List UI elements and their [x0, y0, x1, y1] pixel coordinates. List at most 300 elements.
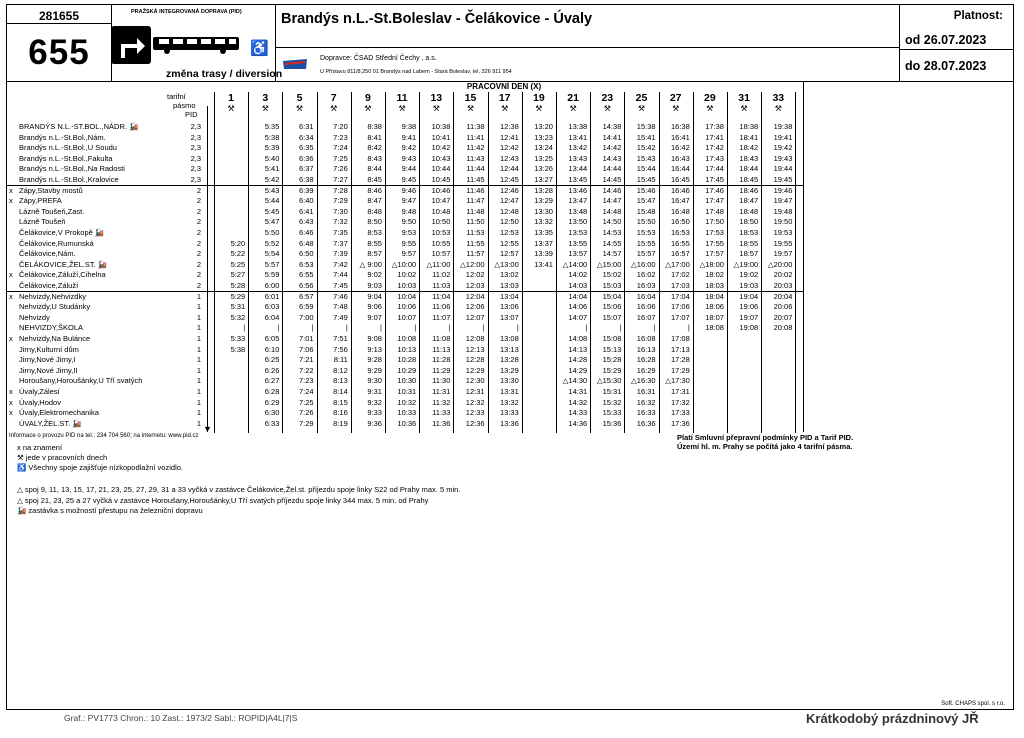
- stop-zone: 1: [196, 312, 201, 322]
- departure-time: 5:50: [264, 228, 280, 237]
- departure-time: 14:29: [568, 365, 588, 375]
- departure-time: 5:47: [264, 217, 280, 227]
- departure-time: 19:08: [739, 323, 759, 333]
- departure-time: 13:20: [534, 122, 553, 131]
- departure-time: 19:03: [739, 281, 759, 290]
- stop-name: Brandýs n.L.-St.Bol.,U Soudu: [19, 143, 117, 153]
- departure-time: 15:13: [602, 344, 622, 354]
- stop-name: Čelákovice,Záluží: [19, 281, 79, 290]
- departure-time: 6:57: [298, 291, 314, 301]
- departure-time: 16:41: [671, 132, 690, 142]
- departure-time: 5:32: [230, 312, 246, 322]
- departure-time: 14:36: [568, 418, 588, 428]
- departure-time: 10:03: [397, 281, 417, 290]
- departure-time: 16:45: [671, 175, 690, 184]
- departure-time: 16:02: [636, 270, 656, 280]
- departure-time: 16:08: [636, 334, 656, 343]
- departure-time: 18:06: [705, 302, 724, 312]
- trip-number: 19: [533, 92, 545, 104]
- on-request-marker: x: [9, 334, 13, 343]
- departure-time: 13:31: [500, 387, 519, 396]
- departure-time: 14:47: [602, 196, 622, 206]
- departure-time: 9:46: [401, 185, 417, 195]
- departure-time: 7:45: [333, 281, 348, 290]
- departure-time: 6:38: [298, 175, 314, 184]
- departure-time: 5:27: [230, 270, 246, 280]
- departure-time: 10:31: [397, 387, 417, 396]
- on-request-marker: x: [9, 270, 13, 280]
- departure-time: 19:47: [773, 196, 793, 206]
- departure-time: 13:24: [534, 143, 553, 153]
- departure-time: 9:07: [367, 312, 382, 322]
- departure-time: 5:54: [264, 249, 280, 259]
- departure-time: △16:00: [631, 259, 656, 269]
- departure-time: 5:35: [264, 122, 280, 131]
- departure-time: 18:07: [705, 312, 724, 322]
- stop-zone: 2,3: [190, 153, 201, 163]
- departure-time: 12:43: [500, 153, 519, 163]
- departure-time: 17:53: [705, 228, 724, 237]
- departure-time: 12:41: [500, 132, 519, 142]
- departure-time: △14:00: [562, 259, 588, 269]
- departure-time: 16:31: [636, 387, 656, 396]
- departure-time: 17:03: [671, 281, 690, 290]
- departure-time: 10:32: [397, 397, 417, 407]
- departure-time: 20:08: [773, 323, 793, 333]
- departure-time: 19:06: [739, 302, 759, 312]
- departure-time: 7:44: [333, 270, 348, 280]
- departure-time: 14:38: [602, 122, 622, 131]
- departure-time: 13:39: [534, 249, 553, 259]
- departure-time: 7:25: [298, 397, 314, 407]
- departure-time: 11:46: [466, 185, 485, 195]
- departure-time: 17:29: [671, 365, 690, 375]
- departure-time: 7:01: [298, 334, 314, 343]
- trip-number: 13: [430, 92, 443, 104]
- departure-time: 7:42: [333, 259, 348, 269]
- trip-number: 11: [396, 92, 408, 104]
- departure-time: 10:53: [431, 228, 451, 237]
- departure-time: 17:55: [705, 238, 724, 248]
- weekday-symbol: ⚒: [740, 104, 748, 113]
- departure-time: 6:31: [298, 122, 314, 131]
- departure-time: 14:03: [568, 281, 588, 290]
- footer-meta: Graf.: PV1773 Chron.: 10 Zast.: 1973/2 Sabl.: ROPID|A4L|7|S: [64, 713, 298, 723]
- departure-time: 19:50: [773, 217, 793, 227]
- section-divider: [7, 291, 803, 292]
- departure-time: 6:29: [264, 397, 280, 407]
- departure-time: 13:36: [500, 418, 519, 428]
- stop-name: Zápy,Stavby mostů: [19, 185, 83, 195]
- departure-time: 14:02: [568, 270, 588, 280]
- departure-time: 14:32: [568, 397, 588, 407]
- departure-time: |: [380, 323, 382, 333]
- departure-time: 6:37: [298, 164, 314, 174]
- departure-time: 11:32: [432, 397, 451, 407]
- departure-time: 5:33: [230, 334, 246, 343]
- departure-time: 16:06: [636, 302, 656, 312]
- departure-time: △11:00: [426, 259, 451, 269]
- departure-time: 13:32: [534, 217, 553, 227]
- departure-time: 5:28: [230, 281, 246, 290]
- departure-time: 18:08: [705, 323, 724, 333]
- departure-time: 8:44: [367, 164, 382, 174]
- departure-time: 12:44: [500, 164, 519, 174]
- departure-time: 13:03: [500, 281, 519, 290]
- departure-time: 18:02: [705, 270, 724, 280]
- departure-time: 12:13: [465, 344, 485, 354]
- carrier-name: Dopravce: ČSAD Střední Čechy , a.s.: [320, 55, 437, 62]
- departure-time: 16:33: [636, 408, 656, 418]
- carrier-logo-icon: [282, 57, 308, 71]
- departure-time: 12:02: [465, 270, 485, 280]
- stop-zone: 1: [196, 302, 201, 312]
- departure-time: 14:07: [568, 312, 588, 322]
- departure-time: 9:57: [401, 249, 417, 259]
- departure-time: 11:38: [466, 122, 485, 131]
- departure-time: 9:30: [367, 376, 382, 386]
- departure-time: 11:03: [432, 281, 451, 290]
- stop-zone: 1: [196, 418, 201, 428]
- weekday-symbol: ⚒: [295, 104, 304, 113]
- departure-time: 7:23: [298, 376, 314, 386]
- departure-time: 9:41: [401, 132, 417, 142]
- on-request-marker: x: [9, 408, 13, 418]
- trip-number: 29: [704, 92, 716, 104]
- departure-time: 9:55: [401, 238, 417, 248]
- departure-time: 19:55: [773, 238, 793, 248]
- departure-time: 15:31: [602, 387, 622, 396]
- departure-time: 13:57: [568, 249, 588, 259]
- departure-time: 9:44: [401, 164, 417, 174]
- departure-time: △18:00: [699, 259, 724, 269]
- on-request-marker: x: [9, 185, 13, 195]
- departure-time: 15:08: [602, 334, 622, 343]
- departure-time: △14:30: [562, 376, 588, 386]
- departure-time: 13:28: [534, 185, 553, 195]
- label-tariff: tarifní: [167, 92, 186, 101]
- trip-number: 7: [330, 92, 337, 104]
- trip-number: 25: [635, 92, 648, 104]
- departure-time: 6:36: [298, 153, 314, 163]
- departure-time: 8:38: [367, 122, 382, 131]
- departure-time: |: [448, 323, 451, 333]
- stop-name: Lázně Toušeň: [19, 217, 66, 227]
- departure-time: 16:29: [636, 365, 656, 375]
- departure-time: 17:57: [705, 249, 724, 259]
- stop-name: Jirny,Nové Jirny,I: [19, 355, 76, 365]
- label-zone: pásmo: [173, 101, 196, 110]
- departure-time: 10:02: [397, 270, 417, 280]
- departure-time: 11:48: [466, 206, 485, 216]
- stop-name: Horoušany,Horoušánky,U Tří svatých: [19, 376, 143, 386]
- departure-time: 17:13: [671, 344, 690, 354]
- departure-time: 6:39: [298, 185, 314, 195]
- stop-zone: 2,3: [190, 122, 201, 131]
- departure-time: 16:38: [671, 122, 690, 131]
- departure-time: 10:38: [431, 122, 451, 131]
- stop-name: Jirny,Nové Jirny,II: [19, 365, 78, 375]
- departure-time: 18:41: [739, 132, 759, 142]
- stop-zone: 1: [196, 376, 201, 386]
- departure-time: 15:45: [636, 175, 656, 184]
- stop-zone: 2: [196, 217, 201, 227]
- departure-time: 13:46: [568, 185, 588, 195]
- trip-number: 17: [498, 92, 511, 104]
- stop-zone: 1: [196, 397, 201, 407]
- departure-time: 19:42: [773, 143, 793, 153]
- departure-time: 8:50: [367, 217, 382, 227]
- departure-time: 14:43: [602, 153, 622, 163]
- departure-time: 5:22: [230, 249, 246, 259]
- departure-time: 19:07: [739, 312, 759, 322]
- departure-time: 17:36: [671, 418, 690, 428]
- departure-time: 17:08: [671, 334, 690, 343]
- departure-time: 9:53: [401, 228, 417, 237]
- departure-time: 13:42: [568, 143, 588, 153]
- trip-number: 27: [669, 92, 682, 104]
- departure-time: 5:38: [230, 344, 246, 354]
- weekday-symbol: ⚒: [466, 104, 475, 113]
- departure-time: 9:45: [401, 175, 417, 184]
- departure-time: 14:33: [568, 408, 588, 418]
- departure-time: △ 9:00: [359, 259, 382, 269]
- departure-time: 10:57: [431, 249, 451, 259]
- weekday-symbol: ⚒: [261, 104, 269, 113]
- departure-time: 8:55: [367, 238, 382, 248]
- operator-small: PRAŽSKÁ INTEGROVANÁ DOPRAVA (PID): [131, 9, 242, 15]
- departure-time: 5:39: [264, 143, 280, 153]
- departure-time: 9:04: [367, 291, 382, 301]
- departure-time: 10:46: [431, 185, 451, 195]
- trip-number: 9: [364, 92, 371, 104]
- departure-time: 16:42: [671, 143, 690, 153]
- departure-time: 17:38: [705, 122, 724, 131]
- departure-time: 17:06: [671, 302, 690, 312]
- departure-time: 15:04: [602, 291, 622, 301]
- departure-time: 6:27: [264, 376, 280, 386]
- departure-time: 8:15: [333, 397, 348, 407]
- departure-time: 14:44: [602, 164, 622, 174]
- departure-time: △17:30: [665, 376, 690, 386]
- departure-time: 16:53: [671, 228, 690, 237]
- departure-time: 9:29: [367, 365, 382, 375]
- departure-time: 9:47: [401, 196, 417, 206]
- departure-time: 10:55: [431, 238, 451, 248]
- departure-time: |: [311, 323, 314, 333]
- departure-time: 11:36: [432, 418, 451, 428]
- departure-time: 11:47: [466, 196, 485, 206]
- departure-time: 18:44: [739, 164, 759, 174]
- departure-time: 17:46: [705, 185, 724, 195]
- departure-time: 9:31: [367, 387, 382, 396]
- departure-time: 6:55: [298, 270, 314, 280]
- departure-time: 8:48: [367, 206, 382, 216]
- departure-time: 10:29: [397, 365, 417, 375]
- stop-zone: 1: [196, 334, 201, 343]
- departure-time: 5:40: [264, 153, 280, 163]
- departure-time: 16:46: [671, 185, 690, 195]
- legend-low-floor: ♿ Všechny spoje zajišťuje nízkopodlažní vozidlo.: [17, 463, 183, 472]
- departure-time: 9:36: [367, 418, 382, 428]
- departure-time: 8:45: [367, 175, 382, 184]
- stop-zone: 2: [196, 196, 201, 206]
- departure-time: 10:48: [431, 206, 451, 216]
- departure-time: |: [687, 323, 690, 333]
- departure-time: 19:38: [773, 122, 793, 131]
- departure-time: 10:07: [397, 312, 417, 322]
- departure-time: 15:44: [636, 164, 656, 174]
- valid-to: do 28.07.2023: [905, 59, 987, 73]
- carrier-address: U Přístavu 811/8,250 01 Brandýs nad Labem - Stará Boleslav, tel. 326 911 954: [320, 69, 512, 75]
- departure-time: 5:42: [264, 175, 280, 184]
- departure-time: 12:29: [465, 365, 485, 375]
- trip-number: 23: [601, 92, 614, 104]
- departure-time: 6:00: [264, 281, 280, 290]
- departure-time: 12:46: [500, 185, 519, 195]
- stop-name: Jirny,Kulturní dům: [19, 344, 79, 354]
- id-box: [7, 5, 112, 81]
- departure-time: 20:06: [773, 302, 793, 312]
- departure-time: 19:41: [773, 132, 793, 142]
- departure-time: 8:57: [367, 249, 382, 259]
- departure-time: 13:27: [534, 175, 553, 184]
- on-request-marker: x: [9, 387, 13, 396]
- departure-time: 7:48: [333, 302, 348, 312]
- departure-time: 17:33: [671, 408, 690, 418]
- departure-time: 11:50: [466, 217, 485, 227]
- departure-time: 10:36: [397, 418, 417, 428]
- departure-time: 7:35: [333, 228, 348, 237]
- departure-time: 7:27: [333, 175, 348, 184]
- departure-time: △16:30: [631, 376, 656, 386]
- departure-time: 8:13: [333, 376, 348, 386]
- departure-time: 7:23: [333, 132, 348, 142]
- stop-name: Nehvizdy,U Studánky: [19, 302, 91, 312]
- down-arrow-icon: ▼: [203, 424, 212, 434]
- validity-label: Platnost:: [953, 10, 1003, 22]
- departure-time: 10:06: [397, 302, 417, 312]
- departure-time: 6:28: [264, 387, 280, 396]
- departure-time: 8:46: [367, 185, 382, 195]
- timetable-id: 281655: [38, 9, 80, 23]
- departure-time: 17:45: [705, 175, 724, 184]
- departure-time: 16:13: [636, 344, 656, 354]
- weekday-symbol: ⚒: [501, 104, 509, 113]
- stop-zone: 1: [196, 344, 201, 354]
- departure-time: 6:01: [264, 291, 280, 301]
- stop-zone: 2: [196, 270, 201, 280]
- departure-time: 7:22: [298, 365, 314, 375]
- departure-time: 13:08: [500, 334, 519, 343]
- departure-time: 18:48: [739, 206, 759, 216]
- departure-time: 15:02: [602, 270, 622, 280]
- departure-time: 12:53: [500, 228, 519, 237]
- prague-zones-note: Území hl. m. Prahy se počítá jako 4 tarifní pásma.: [677, 442, 853, 451]
- weekday-symbol: ⚒: [569, 104, 577, 113]
- departure-time: 13:41: [568, 132, 588, 142]
- departure-time: 7:49: [333, 312, 348, 322]
- departure-time: 15:53: [636, 228, 656, 237]
- departure-time: 13:26: [534, 164, 553, 174]
- departure-time: 12:06: [465, 302, 485, 312]
- departure-time: 16:32: [636, 397, 656, 407]
- departure-time: 11:07: [432, 312, 451, 322]
- departure-time: 13:28: [500, 355, 519, 365]
- weekday-symbol: ⚒: [603, 104, 611, 113]
- departure-time: 8:47: [367, 196, 382, 206]
- stop-zone: 2: [196, 281, 201, 290]
- departure-time: 5:45: [264, 206, 280, 216]
- departure-time: 10:33: [397, 408, 417, 418]
- departure-time: 8:14: [333, 387, 348, 396]
- departure-time: 13:30: [534, 206, 553, 216]
- departure-time: 10:08: [397, 334, 417, 343]
- note-train-transfer: 🚂 zastávka s možností přestupu na železniční dopravu: [17, 506, 203, 515]
- departure-time: 7:26: [298, 408, 314, 418]
- stop-name: Čelákovice,Rumunská: [19, 238, 94, 248]
- departure-time: 9:42: [401, 143, 417, 153]
- departure-time: 12:50: [500, 217, 519, 227]
- departure-time: 11:53: [466, 228, 485, 237]
- departure-time: 14:42: [602, 143, 622, 153]
- departure-time: 12:48: [500, 206, 519, 216]
- departure-time: 16:04: [636, 291, 656, 301]
- departure-time: 11:06: [432, 302, 451, 312]
- departure-time: 11:44: [466, 164, 485, 174]
- departure-time: 10:42: [431, 143, 451, 153]
- departure-time: 7:06: [298, 344, 314, 354]
- departure-time: 13:37: [534, 238, 553, 248]
- stop-name: BRANDÝS N.L.-ST.BOL.,NÁDR. 🚂: [19, 122, 139, 131]
- departure-time: 6:40: [298, 196, 314, 206]
- departure-time: 14:50: [602, 217, 622, 227]
- timetable-grid: [7, 82, 804, 432]
- departure-time: 11:45: [466, 175, 485, 184]
- stop-name: Nehvizdy: [19, 312, 50, 322]
- departure-time: 6:43: [298, 217, 314, 227]
- day-header: PRACOVNÍ DEN (X): [466, 82, 542, 91]
- column-rule: [795, 92, 796, 433]
- departure-time: △20:00: [767, 259, 793, 269]
- departure-time: 7:29: [298, 418, 314, 428]
- departure-time: 7:29: [333, 196, 348, 206]
- departure-time: 11:41: [466, 132, 485, 142]
- departure-time: 13:32: [500, 397, 519, 407]
- note-wait-horousany: △ spoj 21, 23, 25 a 27 vyčká v zastávce Horoušany,Horoušánky,U Tří svatých příjezdu spoje linky 344 max. 5 min. od Prahy: [17, 496, 429, 505]
- departure-time: 14:08: [568, 334, 588, 343]
- departure-time: 13:23: [534, 132, 553, 142]
- departure-time: 13:41: [534, 259, 553, 269]
- departure-time: 6:30: [264, 408, 280, 418]
- departure-time: 11:55: [466, 238, 485, 248]
- departure-time: 19:45: [773, 175, 793, 184]
- trip-number: 3: [262, 92, 269, 104]
- departure-time: 5:59: [264, 270, 280, 280]
- departure-time: 10:28: [397, 355, 417, 365]
- departure-time: 15:50: [636, 217, 656, 227]
- departure-time: 8:42: [367, 143, 382, 153]
- departure-time: 15:33: [602, 408, 622, 418]
- departure-time: 14:46: [602, 185, 622, 195]
- departure-time: 5:43: [264, 185, 280, 195]
- trip-number: 1: [228, 92, 235, 104]
- departure-time: 20:02: [773, 270, 793, 280]
- departure-time: 9:03: [367, 281, 382, 290]
- departure-time: 13:13: [500, 344, 519, 354]
- departure-time: 18:57: [739, 249, 759, 259]
- departure-time: 13:45: [568, 175, 588, 184]
